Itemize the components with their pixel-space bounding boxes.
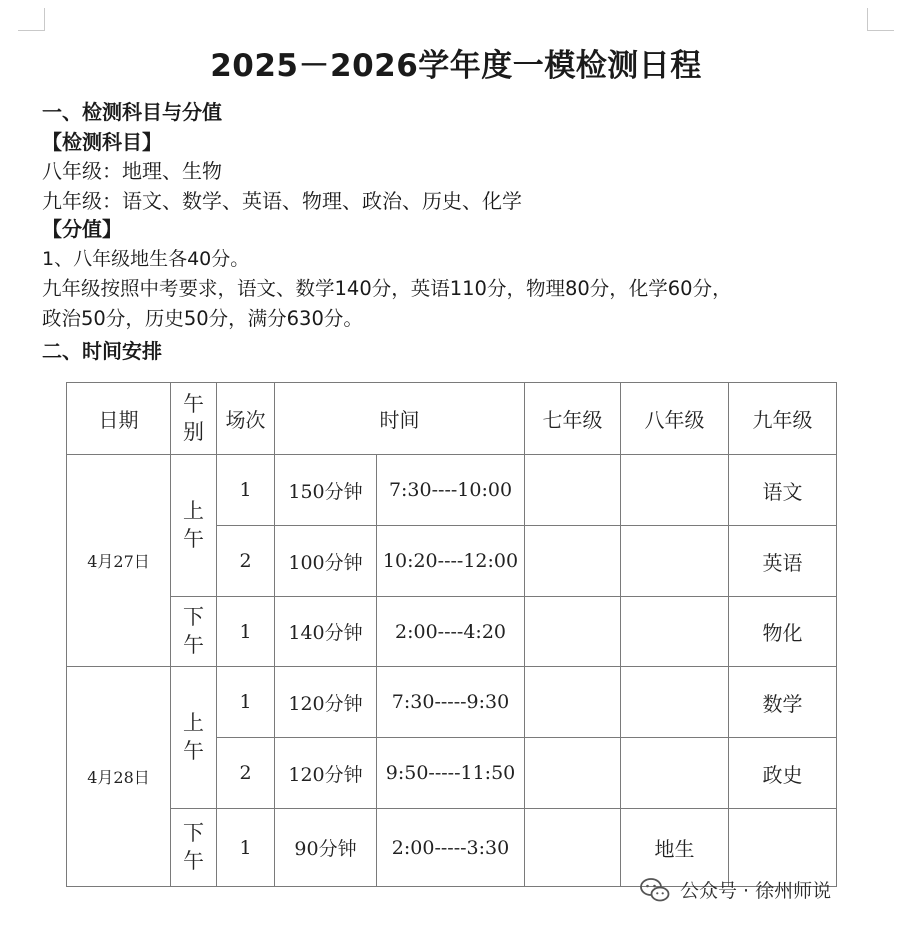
table-row xyxy=(67,809,837,887)
score-line-2: 九年级按照中考要求，语文、数学140分，英语110分，物理80分，化学60分， xyxy=(42,277,732,300)
grade8-cell xyxy=(621,667,729,738)
grade7-cell xyxy=(525,455,621,526)
period-cell xyxy=(171,455,217,597)
grade7-cell xyxy=(525,809,621,887)
header-period xyxy=(171,383,217,455)
wechat-icon xyxy=(640,877,670,903)
session-cell: 1 xyxy=(217,667,275,738)
period-label: 上午 xyxy=(183,499,204,551)
duration-cell: 150分钟 xyxy=(275,455,377,526)
header-grade7: 七年级 xyxy=(525,383,621,455)
duration-cell: 120分钟 xyxy=(275,738,377,809)
page-corner-mark-left xyxy=(18,8,45,31)
section-1-heading: 一、检测科目与分值 xyxy=(42,100,222,124)
time-cell: 7:30-----9:30 xyxy=(377,667,525,738)
period-cell xyxy=(171,597,217,667)
page-title: 2025－2026学年度一模检测日程 xyxy=(210,48,702,84)
grade8-cell xyxy=(621,597,729,667)
period-label: 下午 xyxy=(183,605,204,657)
grade9-subjects: 九年级：语文、数学、英语、物理、政治、历史、化学 xyxy=(42,189,522,213)
duration-cell: 120分钟 xyxy=(275,667,377,738)
header-grade9: 九年级 xyxy=(729,383,837,455)
scores-heading: 【分值】 xyxy=(42,217,122,241)
period-label: 下午 xyxy=(183,821,204,873)
time-cell: 10:20----12:00 xyxy=(377,526,525,597)
date-cell: 4月27日 xyxy=(67,455,171,667)
grade8-cell: 地生 xyxy=(621,809,729,887)
grade7-cell xyxy=(525,597,621,667)
time-cell: 7:30----10:00 xyxy=(377,455,525,526)
grade8-cell xyxy=(621,738,729,809)
time-cell: 2:00----4:20 xyxy=(377,597,525,667)
grade9-cell xyxy=(729,809,837,887)
table-row xyxy=(67,597,837,667)
section-2-heading: 二、时间安排 xyxy=(42,339,162,363)
grade9-cell: 语文 xyxy=(729,455,837,526)
duration-cell: 140分钟 xyxy=(275,597,377,667)
grade9-cell: 数学 xyxy=(729,667,837,738)
grade7-cell xyxy=(525,667,621,738)
schedule-table xyxy=(66,382,837,887)
session-cell: 2 xyxy=(217,526,275,597)
grade8-subjects: 八年级：地理、生物 xyxy=(42,159,222,183)
time-cell: 9:50-----11:50 xyxy=(377,738,525,809)
page-corner-mark-right xyxy=(867,8,894,31)
watermark xyxy=(640,876,831,903)
grade7-cell xyxy=(525,738,621,809)
header-time: 时间 xyxy=(275,383,525,455)
score-line-3: 政治50分，历史50分，满分630分。 xyxy=(42,307,363,330)
subjects-heading: 【检测科目】 xyxy=(42,130,162,154)
time-cell: 2:00-----3:30 xyxy=(377,809,525,887)
header-period-label: 午别 xyxy=(183,392,204,444)
session-cell: 1 xyxy=(217,809,275,887)
header-grade8: 八年级 xyxy=(621,383,729,455)
date-cell: 4月28日 xyxy=(67,667,171,887)
period-label: 上午 xyxy=(183,711,204,763)
period-cell xyxy=(171,667,217,809)
watermark-text: 公众号 · 徐州师说 xyxy=(680,880,832,902)
session-cell: 1 xyxy=(217,597,275,667)
grade8-cell xyxy=(621,526,729,597)
grade9-cell: 物化 xyxy=(729,597,837,667)
header-date: 日期 xyxy=(67,383,171,455)
grade9-cell: 英语 xyxy=(729,526,837,597)
duration-cell: 90分钟 xyxy=(275,809,377,887)
header-session: 场次 xyxy=(217,383,275,455)
period-cell xyxy=(171,809,217,887)
grade8-cell xyxy=(621,455,729,526)
table-row xyxy=(67,455,837,526)
session-cell: 1 xyxy=(217,455,275,526)
duration-cell: 100分钟 xyxy=(275,526,377,597)
grade7-cell xyxy=(525,526,621,597)
table-header-row xyxy=(67,383,837,455)
table-row xyxy=(67,667,837,738)
session-cell: 2 xyxy=(217,738,275,809)
score-line-1: 1、八年级地生各40分。 xyxy=(42,248,250,270)
grade9-cell: 政史 xyxy=(729,738,837,809)
